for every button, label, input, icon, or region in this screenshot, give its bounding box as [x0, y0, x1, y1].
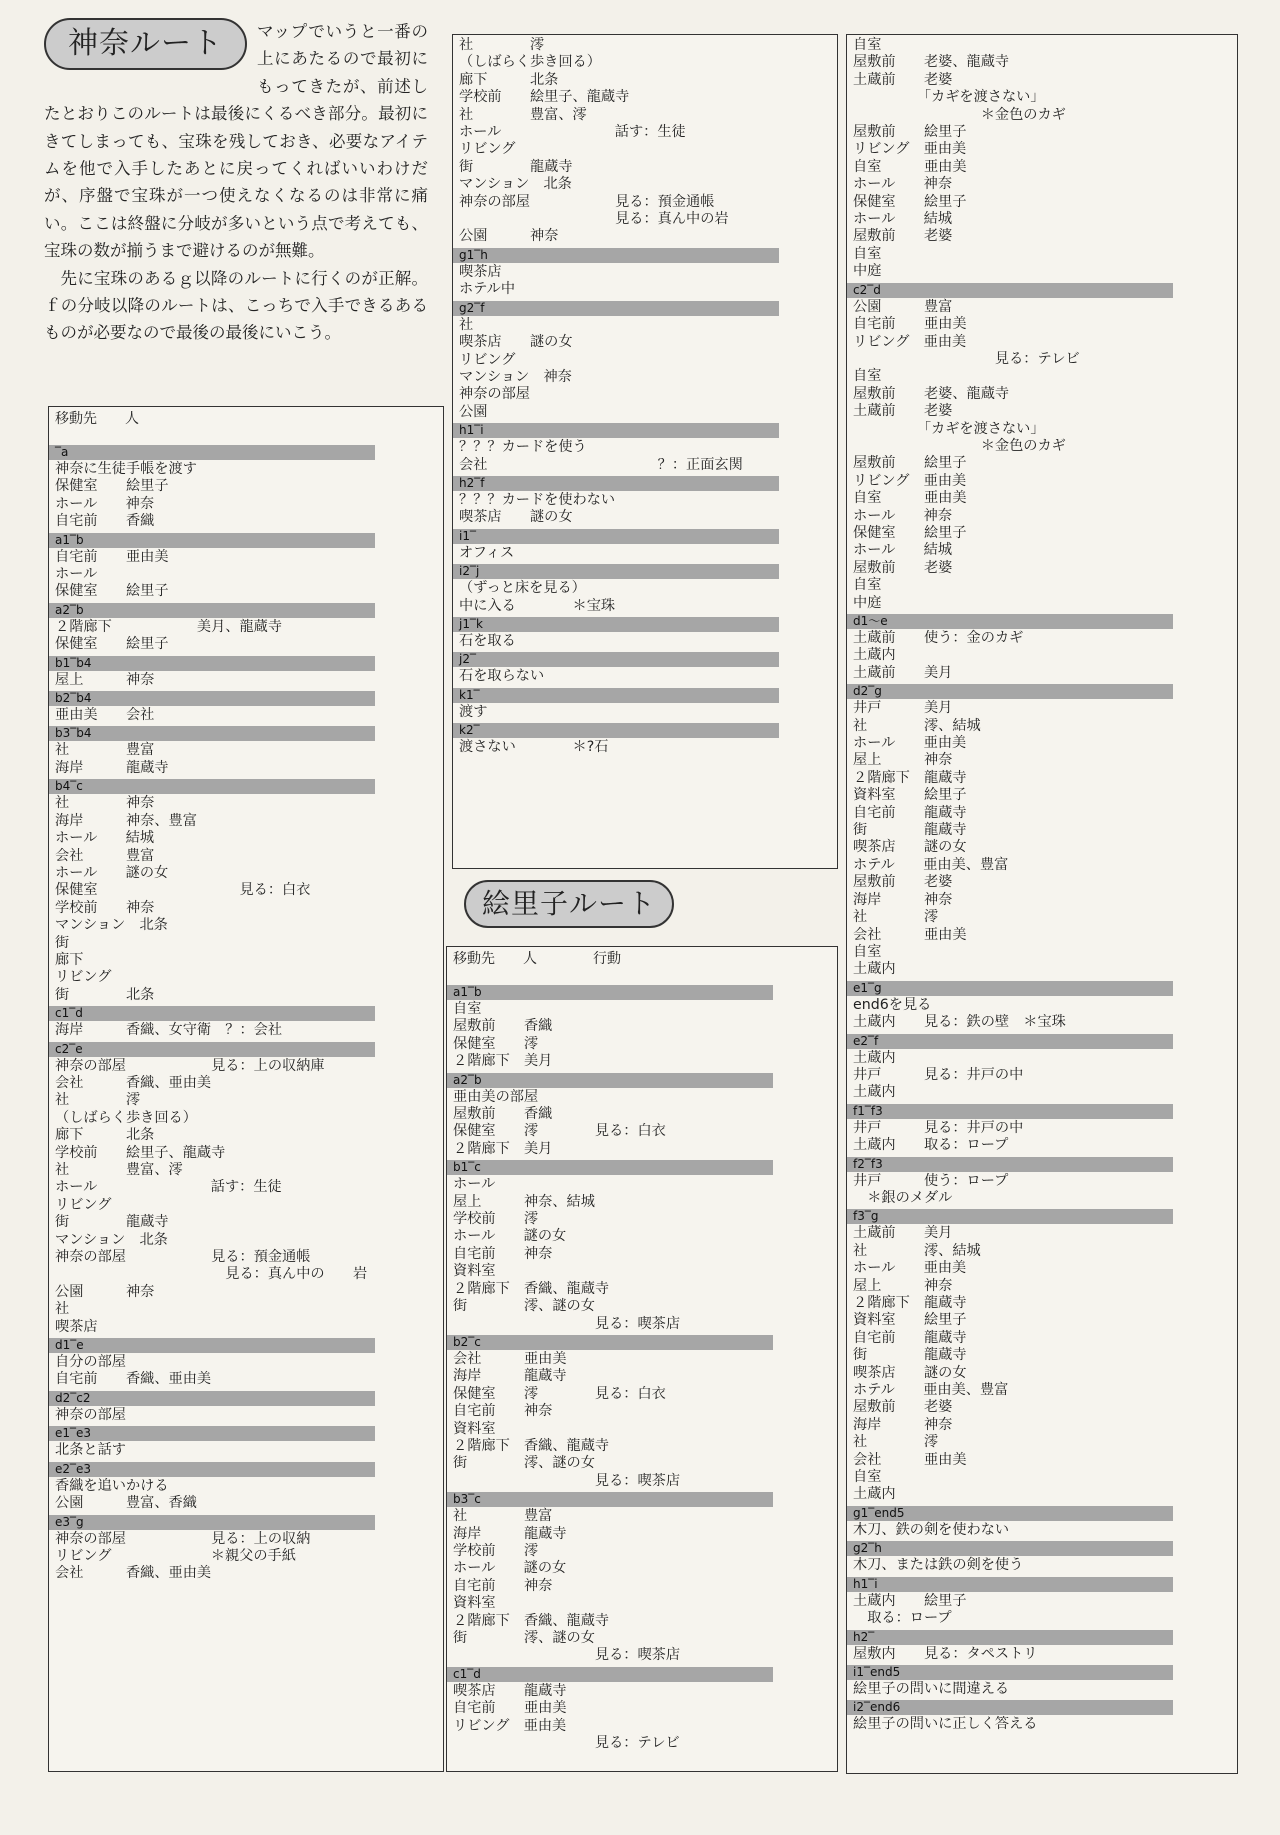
table-row: 自宅前 亜由美 [453, 1700, 567, 1717]
section-header: c1‾d [447, 1667, 773, 1682]
table-row: 廊下 [55, 951, 84, 968]
table-row: 資料室 [453, 1420, 496, 1437]
section-header: g2‾f [453, 301, 779, 316]
table-row: リビング 亜由美 [853, 333, 967, 350]
intro-paragraph-2: 先に宝珠のあるｇ以降のルートに行くのが正解。ｆの分岐以降のルートは、こっちで入手できるあるものが必要なので最後の最後にいこう。 [44, 268, 428, 343]
table-row: 自宅前 神奈 [453, 1577, 553, 1594]
table-row: 会社 亜由美 [853, 1451, 967, 1468]
section-header: c1‾d [49, 1006, 375, 1021]
table-row: ？？？カードを使う [459, 439, 587, 456]
table-row: ホール 話す：生徒 [55, 1179, 282, 1196]
table-row: 神奈の部屋 見る：預金通帳 [55, 1249, 311, 1266]
section-header: g1‾h [453, 248, 779, 263]
table-row: ホール [55, 566, 98, 583]
section-header: b1‾c [447, 1160, 773, 1175]
table-row: 会社 香織、亜由美 [55, 1565, 212, 1582]
table-row: 公園 神奈 [459, 228, 559, 245]
table-row: ２階廊下 香織、龍蔵寺 [453, 1612, 610, 1629]
table-row: ２階廊下 香織、龍蔵寺 [453, 1280, 610, 1297]
table-row: ホール 話す：生徒 [459, 124, 686, 141]
table-row: 海岸 神奈 [853, 891, 953, 908]
section-header: c2‾e [49, 1042, 375, 1057]
section-header: f1‾f3 [847, 1104, 1173, 1119]
table-row: 屋敷前 香織 [453, 1106, 553, 1123]
table-row: 社 澪 [459, 37, 545, 53]
kanna-col2-sections [459, 37, 833, 757]
section-header: h1‾i [847, 1577, 1173, 1592]
section-header: d1‾e [49, 1338, 375, 1353]
table-row: 自宅前 龍蔵寺 [853, 804, 967, 821]
table-row: 公園 豊富 [853, 298, 953, 315]
table-row: 資料室 絵里子 [853, 787, 967, 804]
eriko-route-table-col3 [846, 34, 1238, 1774]
table-row: 会社 ？：正面玄関 [459, 456, 743, 473]
section-header: i1‾ [453, 529, 779, 544]
table-row: 保健室 絵里子 [853, 524, 967, 541]
table-row: 香織を追いかける [55, 1477, 169, 1494]
table-row: 自室 [853, 1469, 882, 1486]
table-row: 社 豊富、澪 [55, 1162, 183, 1178]
table-row: 海岸 龍蔵寺 [453, 1525, 567, 1542]
table-row: end6を見る [853, 996, 932, 1013]
table-row: 自宅前 龍蔵寺 [853, 1329, 967, 1346]
table-row: 見る：テレビ [453, 1735, 680, 1752]
table-row: 自宅前 亜由美 [55, 548, 169, 565]
table-row: 見る：喫茶店 [453, 1472, 681, 1489]
table-row: 自室 [453, 1001, 482, 1017]
section-header: i1‾end5 [847, 1665, 1173, 1680]
table-row: 土蔵内 [853, 1084, 896, 1101]
table-row: 保健室 澪 [453, 1035, 539, 1052]
section-header: e3‾g [49, 1515, 375, 1530]
kanna-route-table-col2 [452, 34, 838, 869]
table-row: 中庭 [853, 594, 882, 611]
section-header: a2‾b [49, 603, 375, 618]
table-row: 保健室 澪 見る：白衣 [453, 1385, 666, 1402]
table-row: 喫茶店 謎の女 [459, 334, 573, 351]
section-header: b3‾b4 [49, 726, 375, 741]
table-row: 見る：テレビ [853, 350, 1080, 367]
table-row: 喫茶店 [459, 263, 502, 280]
table-row: 見る：喫茶店 [453, 1647, 681, 1664]
table-row: 自室 [853, 37, 882, 53]
table-row: リビング ＊親父の手紙 [55, 1547, 296, 1564]
table-row: ２階廊下 美月 [453, 1053, 553, 1070]
table-row: 取る：ロープ [853, 1610, 952, 1627]
table-header: 移動先 人 行動 [453, 951, 621, 967]
eriko-route-title: 絵里子ルート [464, 880, 674, 928]
section-header: k2‾ [453, 723, 779, 738]
table-row: 屋上 神奈、結城 [453, 1193, 595, 1210]
table-row: ２階廊下 龍蔵寺 [853, 769, 967, 786]
table-row: 公園 神奈 [55, 1283, 155, 1300]
table-row: 土蔵前 老婆 [853, 403, 953, 420]
table-row: 亜由美の部屋 [453, 1088, 539, 1105]
table-row: 自分の部屋 [55, 1354, 126, 1371]
table-header: 移動先 人 [55, 411, 139, 427]
table-row: 保健室 絵里子 [853, 193, 967, 210]
table-row: リビング 亜由美 [853, 141, 967, 158]
table-row: 学校前 神奈 [55, 899, 155, 916]
table-row: 保健室 絵里子 [55, 583, 169, 600]
table-row: 街 [55, 934, 70, 951]
table-row: 土蔵内 見る：鉄の壁 ＊宝珠 [853, 1014, 1066, 1031]
table-row: 海岸 香織、女守衛 ？：会社 [55, 1022, 283, 1039]
table-row: 街 澪、謎の女 [453, 1298, 595, 1315]
table-row: 社 澪 [55, 1092, 141, 1109]
section-header: a1‾b [447, 985, 773, 1000]
section-header: h1‾i [453, 423, 779, 438]
kanna-route-table-col1 [48, 406, 444, 1772]
section-header: g2‾h [847, 1541, 1173, 1556]
table-row: ホール 結城 [55, 830, 155, 847]
table-row: 屋敷前 老婆 [853, 1399, 953, 1416]
table-row: 社 澪 [853, 1434, 939, 1451]
table-row: マンション 北条 [55, 917, 168, 934]
table-row: 井戸 美月 [853, 700, 953, 717]
eriko-col2-sections [453, 985, 833, 1752]
table-row: 神奈の部屋 見る：上の収納庫 [55, 1057, 325, 1074]
table-row: 喫茶店 謎の女 [853, 1364, 967, 1381]
table-row: 屋敷前 老婆、龍蔵寺 [853, 385, 1010, 402]
section-header: b2‾b4 [49, 691, 375, 706]
section-header: a2‾b [447, 1073, 773, 1088]
table-row: 北条と話す [55, 1442, 126, 1459]
table-row: 公園 豊富、香織 [55, 1495, 197, 1512]
table-row: 社 豊富 [55, 742, 155, 759]
table-row: 社 澪、結城 [853, 1242, 981, 1259]
table-row: 社 澪、結城 [853, 717, 981, 734]
intro-paragraph-1: マップでいうと一番の上にあたるので最初にもってきたが、前述したとおりこのルートは最後にくるべき部分。最初にきてしまっても、宝珠を残しておき、必要なアイテムを他で入手したあとに戻ってくればいいわけだが、序盤で宝珠が一つ使えなくなるのは非常に痛い。ここは終盤に分岐が多いという点で考えても、宝珠の数が揃うまで避けるのが無難。 [44, 22, 428, 261]
table-row: ２階廊下 龍蔵寺 [853, 1295, 967, 1311]
table-row: 保健室 絵里子 [55, 636, 169, 653]
table-row: 社 澪 [853, 909, 939, 926]
section-header: i2‾j [453, 564, 779, 579]
table-row: 屋敷前 老婆 [853, 228, 953, 245]
table-row: 絵里子の問いに間違える [853, 1680, 1010, 1697]
section-header: h2‾f [453, 476, 779, 491]
section-header: b4‾c [49, 779, 375, 794]
table-row: 自宅前 香織、亜由美 [55, 1371, 212, 1388]
table-row: ホテル 亜由美、豊富 [853, 1382, 1009, 1399]
table-row: 社 神奈 [55, 795, 155, 812]
table-row: 中に入る ＊宝珠 [459, 597, 616, 614]
table-row: 海岸 龍蔵寺 [453, 1368, 567, 1385]
table-row: 屋敷前 絵里子 [853, 455, 967, 472]
table-row: 石を取らない [459, 668, 545, 685]
table-row: 井戸 見る：井戸の中 [853, 1066, 1024, 1083]
table-row: 街 澪、謎の女 [453, 1455, 595, 1472]
table-row: 自室 亜由美 [853, 490, 967, 507]
section-header: h2‾ [847, 1630, 1173, 1645]
table-row: （しばらく歩き回る） [459, 54, 601, 71]
table-row: 亜由美 会社 [55, 707, 155, 724]
table-row: 自宅前 神奈 [453, 1403, 553, 1420]
section-header: e1‾g [847, 981, 1173, 996]
table-row: 廊下 北条 [55, 1127, 155, 1144]
table-row: 街 龍蔵寺 [853, 1347, 967, 1364]
table-row: ２階廊下 香織、龍蔵寺 [453, 1437, 610, 1454]
table-row: 自宅前 香織 [55, 513, 155, 530]
table-row: 土蔵内 絵里子 [853, 1592, 967, 1609]
table-row: 自室 [853, 245, 882, 262]
table-row: ホール 亜由美 [853, 735, 967, 752]
section-header: f3‾g [847, 1209, 1173, 1224]
table-row: 土蔵内 [853, 961, 896, 978]
table-row: 会社 豊富 [55, 847, 155, 864]
table-row: 街 龍蔵寺 [55, 1214, 169, 1231]
table-row: 保健室 見る：白衣 [55, 882, 311, 899]
table-row: 神奈の部屋 [459, 386, 530, 403]
eriko-col3-sections [853, 37, 1233, 1734]
table-row: 海岸 神奈 [853, 1416, 953, 1433]
table-row: 見る：喫茶店 [453, 1315, 681, 1332]
table-row: 海岸 龍蔵寺 [55, 759, 169, 776]
table-row: 学校前 澪 [453, 1211, 539, 1228]
section-header: e2‾f [847, 1034, 1173, 1049]
table-row: 土蔵内 [853, 647, 896, 664]
table-row: 「カギを渡さない」 [853, 89, 1045, 106]
table-row: 土蔵前 使う：金のカギ [853, 630, 1024, 646]
table-row: （しばらく歩き回る） [55, 1109, 197, 1126]
table-row: 街 龍蔵寺 [853, 822, 967, 839]
kanna-route-title: 神奈ルート [44, 18, 247, 70]
eriko-route-heading [464, 880, 684, 934]
table-row: 海岸 神奈、豊富 [55, 812, 197, 829]
table-row: ホール 神奈 [55, 495, 155, 512]
table-row: 資料室 絵里子 [853, 1312, 967, 1329]
table-row: 喫茶店 龍蔵寺 [453, 1682, 567, 1699]
table-row: 公園 [459, 403, 488, 420]
table-row: リビング [459, 141, 516, 158]
table-row: 保健室 絵里子 [55, 478, 169, 495]
table-row: 自宅前 亜由美 [853, 316, 967, 333]
table-row: （ずっと床を見る） [459, 580, 586, 597]
section-header: e2‾e3 [49, 1462, 375, 1477]
section-header: a1‾b [49, 533, 375, 548]
table-row: 社 豊富 [453, 1508, 553, 1525]
table-row: 屋敷前 老婆 [853, 874, 953, 891]
table-row: 街 龍蔵寺 [459, 158, 573, 175]
eriko-route-table-col2 [446, 946, 838, 1772]
table-row: リビング 亜由美 [453, 1717, 567, 1734]
table-row: ＊金色のカギ [853, 437, 1066, 454]
table-row: ホテル 亜由美、豊富 [853, 856, 1009, 873]
table-row: ホール 謎の女 [453, 1560, 567, 1577]
table-row: 自室 [853, 943, 882, 960]
section-header: e1‾e3 [49, 1426, 375, 1441]
section-header: d2‾c2 [49, 1391, 375, 1406]
table-row: リビング 亜由美 [853, 472, 967, 489]
table-row: 木刀、鉄の剣を使わない [853, 1521, 1010, 1538]
table-row: 神奈の部屋 見る：預金通帳 [459, 193, 715, 210]
table-row: ホール 謎の女 [453, 1228, 567, 1245]
table-row: 社 [459, 316, 474, 333]
table-row: ホール 結城 [853, 211, 953, 228]
table-row: リビング [55, 1196, 112, 1213]
table-row: 渡さない ＊?石 [459, 739, 609, 756]
kanna-col1-sections [55, 445, 439, 1583]
table-row: 土蔵前 老婆 [853, 71, 953, 88]
section-header: b1‾b4 [49, 656, 375, 671]
table-row: マンション 北条 [55, 1231, 168, 1248]
table-row: 井戸 使う：ロープ [853, 1172, 1009, 1189]
table-row: ２階廊下 美月、龍蔵寺 [55, 618, 283, 635]
section-header: b2‾c [447, 1335, 773, 1350]
table-row: ＊金色のカギ [853, 106, 1066, 123]
table-row: 喫茶店 謎の女 [853, 839, 967, 856]
table-row: 中庭 [853, 263, 882, 280]
table-row: オフィス [459, 544, 515, 561]
table-row: 喫茶店 謎の女 [459, 509, 573, 526]
table-row: 屋上 神奈 [55, 671, 155, 688]
table-row: 自室 亜由美 [853, 158, 967, 175]
table-row: 街 北条 [55, 986, 155, 1003]
table-row: 屋敷前 老婆、龍蔵寺 [853, 54, 1010, 71]
table-row: 街 澪、謎の女 [453, 1630, 595, 1646]
table-row: 喫茶店 [55, 1318, 98, 1335]
table-row: 木刀、または鉄の剣を使う [853, 1557, 1024, 1574]
table-row: ホール 結城 [853, 542, 953, 559]
table-row: 絵里子の問いに正しく答える [853, 1716, 1038, 1733]
table-row: 神奈に生徒手帳を渡す [55, 461, 197, 477]
table-row: ホール 謎の女 [55, 864, 169, 881]
table-row: ホール 神奈 [853, 507, 953, 524]
table-row: 自宅前 神奈 [453, 1245, 553, 1262]
table-row: 神奈の部屋 [55, 1406, 126, 1423]
section-header: i2‾end6 [847, 1700, 1173, 1715]
table-row: 学校前 絵里子、龍蔵寺 [459, 89, 630, 106]
table-row: 屋上 神奈 [853, 1277, 953, 1294]
table-row: 土蔵前 美月 [853, 1225, 953, 1242]
table-row: 屋敷前 老婆 [853, 559, 953, 576]
table-row: 自室 [853, 577, 882, 594]
section-header: ‾a [49, 445, 375, 460]
table-row: 保健室 澪 見る：白衣 [453, 1123, 666, 1140]
table-row: ＊銀のメダル [853, 1189, 953, 1206]
section-header: g1‾end5 [847, 1506, 1173, 1521]
table-row: 会社 亜由美 [453, 1350, 567, 1367]
table-row: 神奈の部屋 見る：上の収納 [55, 1530, 311, 1547]
table-row: ホール 神奈 [853, 176, 953, 193]
table-row: ホール [453, 1176, 496, 1193]
table-row: 渡す [459, 703, 488, 720]
table-row: マンション 神奈 [459, 368, 572, 385]
section-header: j1‾k [453, 617, 779, 632]
table-row: 屋敷内 見る：タペストリ [853, 1645, 1038, 1662]
section-header: c2‾d [847, 283, 1173, 298]
table-row: 社 豊富、澪 [459, 106, 587, 123]
section-header: k1‾ [453, 688, 779, 703]
table-row: 屋敷前 香織 [453, 1018, 553, 1035]
section-header: d1～e [847, 614, 1173, 629]
table-row: 土蔵内 [853, 1049, 896, 1066]
section-header: b3‾c [447, 1492, 773, 1507]
table-row: 井戸 見る：井戸の中 [853, 1119, 1024, 1136]
table-row: ２階廊下 美月 [453, 1140, 553, 1157]
table-row: 石を取る [459, 632, 516, 649]
table-row: 資料室 [453, 1263, 496, 1280]
table-row: マンション 北条 [459, 176, 572, 193]
table-row: 会社 香織、亜由美 [55, 1074, 212, 1091]
section-header: j2‾ [453, 652, 779, 667]
table-row: 資料室 [453, 1595, 496, 1612]
table-row: ？？？カードを使わない [459, 491, 616, 508]
table-row: 土蔵前 美月 [853, 664, 953, 681]
table-row: ホテル中 [459, 281, 516, 298]
table-row: 「カギを渡さない」 [853, 420, 1045, 437]
table-row: 見る：真ん中の岩 [459, 211, 729, 228]
table-row: 廊下 北条 [459, 71, 559, 88]
section-header: d2‾g [847, 684, 1173, 699]
table-row: 土蔵内 取る：ロープ [853, 1137, 1009, 1154]
table-row: 学校前 澪 [453, 1542, 539, 1559]
table-row: 屋敷前 絵里子 [853, 124, 967, 141]
table-row: 会社 亜由美 [853, 926, 967, 943]
kanna-route-intro [44, 18, 428, 347]
section-header: f2‾f3 [847, 1157, 1173, 1172]
table-row: 学校前 絵里子、龍蔵寺 [55, 1144, 226, 1161]
table-row: 社 [55, 1301, 70, 1318]
table-row: ホール 亜由美 [853, 1260, 967, 1277]
table-row: リビング [459, 351, 516, 368]
table-row: 自室 [853, 368, 882, 385]
table-row: 屋上 神奈 [853, 752, 953, 769]
table-row: 土蔵内 [853, 1486, 896, 1503]
table-row: 見る：真ん中の 岩 [55, 1266, 368, 1283]
table-row: リビング [55, 969, 112, 986]
